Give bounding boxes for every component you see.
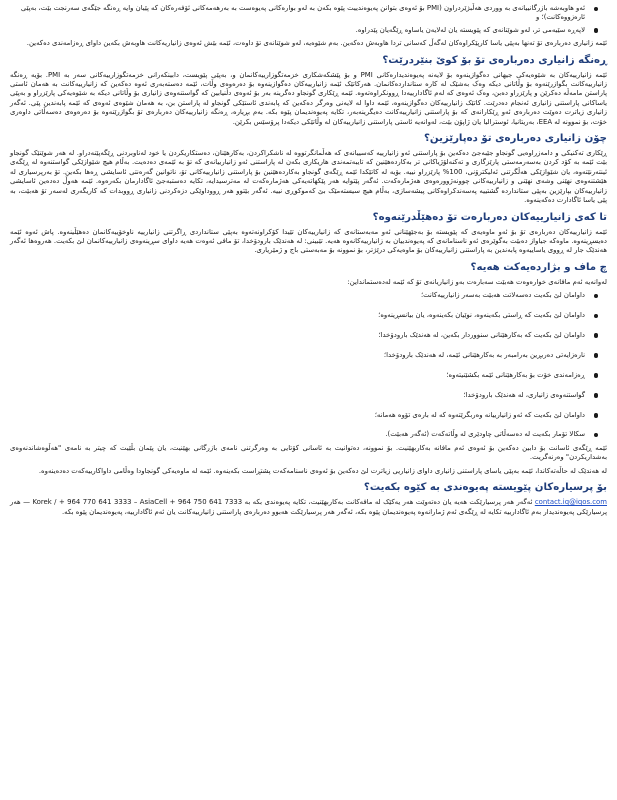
intro-closing-paragraph: ئێمە زانیاری دەربارەی تۆ تەنها بەپێی یاسا کارپێکراوەکان لەگەڵ کەسانی تردا هاوبەش دەکەین. بەم شێوەیە، لەو شوێنانەی تۆ داوەت، ئێمە بێش ئەوەی زانیاریەکانت هاوبەش بکەین داوای ڕەزامەندی دەکەین. <box>26 39 607 48</box>
list-item: نارەزایەتی دەربڕین بەرامبەر بە بەکارهێنانی ئێمە، لە هەندێک بارودۆخدا؛ <box>10 351 585 360</box>
intro-bullet-text: ئەو هاوبەشە بازرگانییانەی بە ووردی هەڵبژێردراون (PMI بۆ ئەوەی بتوانن پەیوەندییت پێوە بکەن بە لەو بوارەکانی پەیوەست بە بەرهەمەکانی <box>192 4 585 12</box>
section-heading-transfer: ڕەنگە زانیاری دەربارەی تۆ بۆ کوێ بنێردرێت؟ <box>382 54 607 66</box>
rights-bullet-list <box>10 291 607 440</box>
list-item <box>10 4 585 23</box>
list-item: داوامان لێ بکەیت کە ئەو زانیارییانە وەربگرێتەوە کە لە بارەی تۆوە هەمانە؛ <box>10 411 585 420</box>
section-heading-protection: چۆن زانیاری دەربارەی تۆ دەپارێزین؟ <box>424 133 607 145</box>
list-item: سکالا تۆمار بکەیت لە دەسەڵاتی چاودێری لە وڵاتەکەت (ئەگەر هەبێت). <box>10 430 585 439</box>
intro-bullet-list <box>10 4 607 35</box>
list-item: لاپەڕە سێیەمی تر، لەو شوێنانەی کە پێویستە یان لەلایەن یاساوە ڕێگەیان پێدراوە. <box>10 26 585 35</box>
section-paragraph: لەوانەیە ئەم مافانەی خوارەوەت هەبێت سەبارەت بەو زانیاریانەی تۆ کە ئێمە لەدەستمانداین: <box>347 277 607 286</box>
list-item: داوامان لێ بکەیت کە ڕاستی بکەینەوە، نوێیان بکەینەوە، یان بیانسڕینەوە؛ <box>10 311 585 320</box>
contact-paragraph <box>10 498 607 517</box>
section-paragraph: لە هەندێک لە حاڵەتەکاندا، ئێمە بەپێی یاسای پاراستنی زانیاری داوای زانیاریی زیاترت لێ دەکەین بۆ ئەوەی ناسنامەکەت پشتڕاست بکەینەوە. ئێمە لە ماوەیەکی گونجاودا وەڵامی داواکارییەکەت دەدەینەوە. <box>38 466 607 475</box>
intro-bullet-continuation: ئۆفەرەکان کە پێیان وایە ڕەنگە جێگەی سەرنجت بێت، بەپێی ئارەزووەکانت)؛ و <box>20 4 585 22</box>
section-paragraph: ئێمە زانیارییەکان بە شێوەیەکی جیهانی دەگوازینەوە بۆ لایەنە پەیوەندیدارەکانی PMI و بۆ پێشکەشکاری خزمەتگوزارییەکانمان و، بەپێی پێویست، دابینکەرانی خزمەتگوزارییەکانی سەر بە PMI. بۆیە ڕەنگە زانیارییەکانت بگوازرێنەوە بۆ وڵاتانی دیکە وەک بەشێک لە کارە ستانداردەکانمان. هەرکاتێک ئێمە زانیارییەکان دەگوازینەوە بۆ دەرەوەی وڵات، ئێمە دەستەبەری ئەوە دەکەین کە زانیارییەکانت بە هەمان ئاستی پاراستن مامەڵە دەکرێن و پارێزراو دەبن، وەک ئەوەی کە لەم ئاگادارییەدا ڕوونکراوەتەوە. ئێمە ڕێکاری گونجاو دەگرینە بەر بۆ ئەوەی دڵنیابین کە گواستنەوەی زانیاری بۆ وڵاتانی دیکە بە شێوەیەکی پارێزراو و بەپێی یاساکانی پاراستنی زانیاری ئەنجام دەدرێت. کاتێک زانیارییەکان دەگوازینەوە، ئێمە داوا لە لایەنی وەرگر دەکەین کە پابەندی ئاستێکی گونجاو لە پاراستن بن، بە هەمان شێوەی ئەوەی کە ئێمە پابەندین پێی. ئەگەر زانیاری زیاترت دەوێت دەربارەی ئەو ڕێکارانەی کە بۆ پاراستنی زانیارییەکانت دەیگرینەبەر، تکایە پەیوەندیمان پێوە بکە. بەم بڕیارە، ڕەنگە زانیارییەکان دەربارەی تۆ بگوازرێنەوە بۆ دەرەوەی دەسەڵاتی داوەری خۆت، بۆ نموونە لە EEA، بەریتانیا، ئوسترالیا یان ژاپۆن بێت، لەوانەیە ئاستی پاراستنی زانیارییەکان لە وڵاتێکی دیکەدا پرۆسێس بکرێن. <box>10 70 608 126</box>
section-heading-rights: چ ماف و بژاردەیەکت هەیە؟ <box>470 261 607 273</box>
section-paragraph: ڕێکاری تەکنیکی و دامەزراوەیی گونجاو جێبەجێ دەکەین بۆ پاراستنی ئەو زانیارییە کەسییانەی کە هەڵمانگرتووە لە ناشکراکردن، بەکارهێنان، دەستکاریکردن یا خود لەناوبردنی ڕێگەپێنەدراو. لە هەر شوێنێک گونجاو بێت ئێمە بە کۆد کردن بەسەرمەستی پارێزگاری و تەکنەلۆژیاکانی تر بەکاردەهێنین کە تایبەتمەندی هاریکاری بکەن لە پاراستنی ئەو زانیارییانەی کە تۆ بە ئێمەی دەدەیت. بەڵام هیچ شێوازێکی گواستنەوە لە ڕێگەی ئینتەرنێتەوە، یان شێوازێکی هەڵگرتنی ئەلیکترۆنی، 100% پارێزراو نییە. بۆیە لە کاتێکدا ئێمە ڕێگەی گونجاو بەکاردەهێنین بۆ پاراستنی زانیارییەکانی تۆ، ناتوانین گەرەنتی ئاسایشی ڕەها بکەین. تۆ بەرپرسیاری لە هێشتنەوەی نهێنی وشەی نهێنی و زانیارییەکانی چوونەژوورەوەی هەژمارەکەت. ئەگەر پێتوایە هەر پێکهاتەیەکی هەژمارەکەت لە مەترسیدایە، تکایە دەستبەجێ ئاگادارمان بکەرەوە. ئێمە هەوڵ دەدەین ئاسایشی زانیارییەکان بپارێزین بەپێی ستانداردە گشتییە پەسەندکراوەکانی پیشەسازی، بەڵام هیچ سیستەمێک بێ کەموکوڕی نییە. ئەگەر بێتوو هەر ڕووداوێکی دزەکردنی زانیاری ڕووبدات کە کاریگەری لەسەر تۆ هەبێت، بە پێی یاسا ئاگادارت دەکەینەوە. <box>10 149 607 205</box>
contact-email-link[interactable]: contact.iq@iqos.com <box>534 498 607 507</box>
section-paragraph: ئێمە ڕێگەی ئاسانت بۆ دابین دەکەین بۆ ئەوەی ئەم مافانە بەکاربهێنیت. بۆ نموونە، دەتوانیت بە ئاسانی کۆتایی بە وەرگرتنی نامەی بازرگانی بهێنیت، یان پێمان بڵێیت کە چیتر بە نامەی "هەڵوەشاندنەوەی بەشداریکردن" وەرنەگریت. <box>10 443 607 462</box>
contact-line: Korek / + 964 770 641 3333 – AsiaCell — هەر پرسیارێکی پەیوەندیدار بەم ئاگادارییە تکایە لە ڕێگەی ئەم ژمارانەوە پەیوەندیمان پێوە بکە، ئەگەر هەر پرسیارێکت هەبوو دەربارەی پاراستنی زانیارییەکانت یان ئەم ئاگادارییە، پەیوەندیمان پێوە بکە. <box>10 498 607 516</box>
section-heading-retention: تا کەی زانیارییەکان دەربارەت تۆ دەهێڵدرێنەوە؟ <box>372 211 607 223</box>
contact-line: ئەگەر هەر پرسیارێکت هەیە یان دەتەوێت هەر یەکێک لە مافەکانت بەکاربهێنیت، تکایە پەیوەندی بکە بە 7333 641 750 964 + <box>169 498 533 507</box>
contact-heading: بۆ پرسیارەکان پێویستە پەیوەندی بە کێوە بکەیت؟ <box>363 482 607 494</box>
list-item: گواستنەوەی زانیاری، لە هەندێک بارودۆخدا؛ <box>10 391 585 400</box>
list-item: داوامان لێ بکەیت کە بەکارهێنانی سنووردار بکەین، لە هەندێک بارودۆخدا؛ <box>10 331 585 340</box>
list-item: داوامان لێ بکەیت دەسەلاتت هەبێت بەسەر زانیارییەکانت؛ <box>10 291 585 300</box>
list-item: ڕەزامەندی خۆت بۆ بەکارهێنانی ئێمە بکشێنیتەوە؛ <box>10 371 585 380</box>
section-paragraph: ئێمە زانیارییەکان دەربارەی تۆ بۆ ئەو ماوەیەی کە پێویستە بۆ بەجێهێنانی ئەو مەبەستانەی کە زانیارییەکان تێیدا کۆکراونەتەوە بەپێی ستانداردی ڕاگرتنی زانیارییە ناوخۆییەکانمان دەهێڵینەوە. پاش ئەوە ئێمە دەیسڕینەوە. ماوەکە جیاواز دەبێت بەگوێرەی ئەو ناسنامانەی کە پەیوەندییان بە زانیارییەکانەوە هەیە. تێبینی: لە هەندێک بارودۆخدا، تۆ مافی ئەوەت هەیە داوای سڕینەوەی زانیارییەکانمان لێ بکەیت. هەروەها ئەگەر هەندێک جار لە ڕووی یاساییەوە پابەندین بە پاراستنی زانیارییەکان بۆ ماوەیەکی درێژتر، بۆ نموونە بۆ مەبەستی باج و ژمێریاری. <box>10 227 607 255</box>
